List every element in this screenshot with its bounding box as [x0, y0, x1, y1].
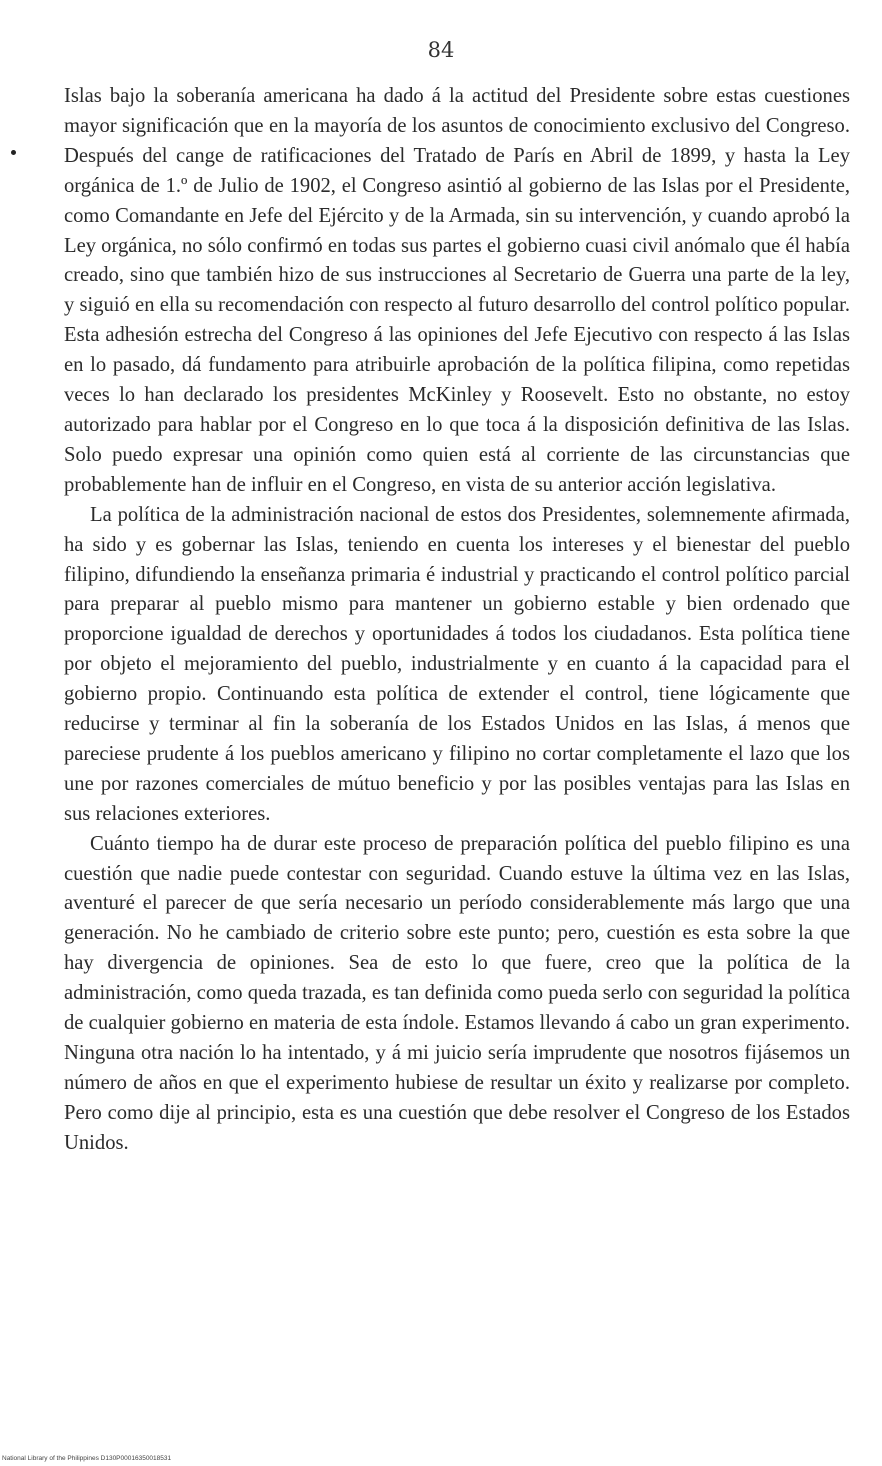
margin-mark — [11, 150, 16, 155]
page-number: 84 — [427, 38, 455, 62]
paragraph-3: Cuánto tiempo ha de durar este proceso de preparación política del pueblo filipino es una cuestión que nadie puede contestar con seguridad. Cuando estuve la última vez en las Islas, aventuré el parecer de que sería necesario un período considerablemente más largo que una generación. No he cambiado de criterio sobre este punto; pero, cuestión es esta sobre la que hay divergencia de opiniones. Sea de esto lo que fuere, creo que la política de la administración, como queda trazada, es tan definida como pueda serlo con seguridad la política de cualquier gobierno en materia de esta índole. Estamos llevando á cabo un gran experimento. Ninguna otra nación lo ha intentado, y á mi juicio sería imprudente que nosotros fijásemos un número de años en que el experimento hubiese de resultar un éxito y realizarse por completo. Pero como dije al principio, esta es una cuestión que debe resolver el Congreso de los Estados Unidos. — [64, 832, 850, 1154]
body-text — [64, 82, 850, 1159]
paragraph-2: La política de la administración nacional de estos dos Presidentes, solemnemente afirmada, ha sido y es gobernar las Islas, teniendo en cuenta los intereses y el bienestar del pueblo filipino, difundiendo la enseñanza primaria é industrial y practicando el control político parcial para preparar al pueblo mismo para mantener un gobierno estable y bien ordenado que proporcione igualdad de derechos y oportunidades á todos los ciudadanos. Esta política tiene por objeto el mejoramiento del pueblo, industrialmente y en cuanto á la capacidad para el gobierno propio. Continuando esta política de extender el control, tiene lógicamente que reducirse y terminar al fin la soberanía de los Estados Unidos en las Islas, á menos que pareciese prudente á los pueblos americano y filipino no cortar completamente el lazo que los une por razones comerciales de mútuo beneficio y por las posibles ventajas para las Islas en sus relaciones exteriores. — [64, 503, 850, 825]
footer-watermark: National Library of the Philippines D130P00016350018531 — [2, 1455, 172, 1462]
paragraph-1: Islas bajo la soberanía americana ha dado á la actitud del Presidente sobre estas cuestiones mayor significación que en la mayoría de los asuntos de conocimiento exclusivo del Congreso. Después del cange de ratificaciones del Tratado de París en Abril de 1899, y hasta la Ley orgánica de 1.º de Julio de 1902, el Congreso asintió al gobierno de las Islas por el Presidente, como Comandante en Jefe del Ejército y de la Armada, sin su intervención, y cuando aprobó la Ley orgánica, no sólo confirmó en todas sus partes el gobierno cuasi civil anómalo que él había creado, sino que también hizo de sus instrucciones al Secretario de Guerra una parte de la ley, y siguió en ella su recomendación con respecto al futuro desarrollo del control político popular. Esta adhesión estrecha del Congreso á las opiniones del Jefe Ejecutivo con respecto á las Islas en lo pasado, dá fundamento para atribuirle aprobación de la política filipina, como repetidas veces lo han declarado los presidentes McKinley y Roosevelt. Esto no obstante, no estoy autorizado para hablar por el Congreso en lo que toca á la disposición definitiva de las Islas. Solo puedo expresar una opinión como quien está al corriente de las circunstancias que probablemente han de influir en el Congreso, en vista de su anterior acción legislativa. — [64, 85, 850, 496]
